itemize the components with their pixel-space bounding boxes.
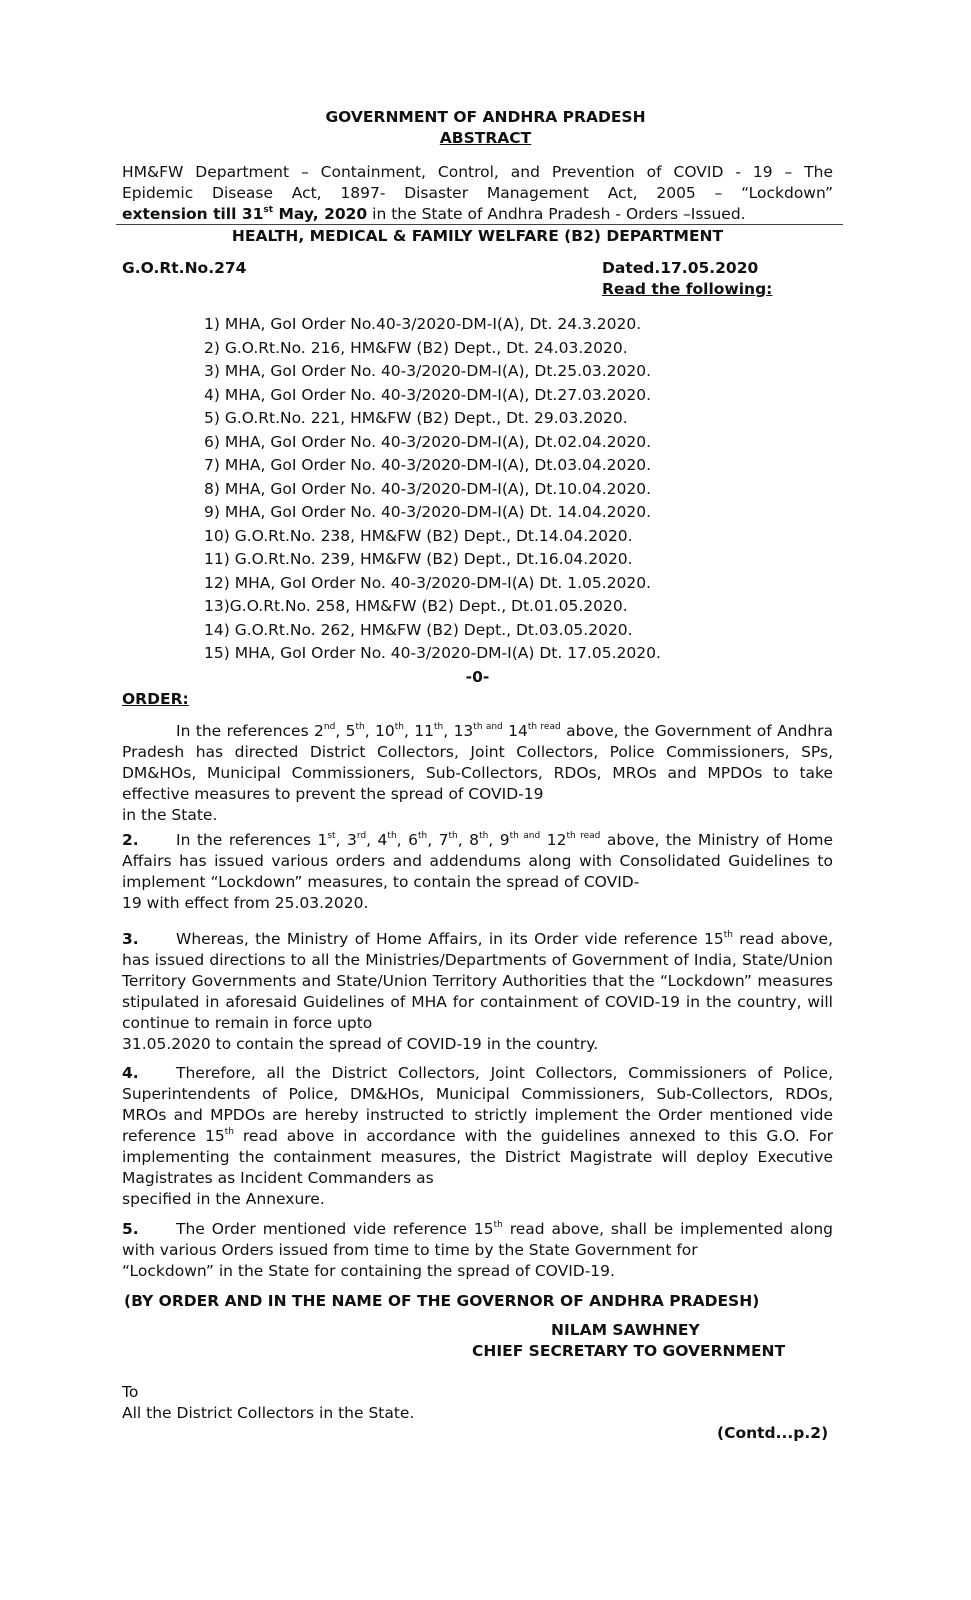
paragraph-3	[122, 929, 833, 1055]
reference-item: 4) MHA, GoI Order No. 40-3/2020-DM-I(A), Dt.27.03.2020.	[204, 385, 652, 404]
separator: -0-	[465, 668, 490, 686]
abstract-title: ABSTRACT	[439, 129, 532, 147]
paragraph-2	[122, 830, 833, 914]
p5-text: The Order mentioned vide reference 15	[176, 1220, 494, 1238]
reference-item: 12) MHA, GoI Order No. 40-3/2020-DM-I(A) Dt. 1.05.2020.	[204, 573, 652, 592]
p1-text: , 10	[364, 722, 395, 740]
sup: th	[417, 831, 428, 841]
p1-text: , 5	[335, 722, 356, 740]
reference-item: 3) MHA, GoI Order No. 40-3/2020-DM-I(A), Dt.25.03.2020.	[204, 362, 652, 380]
p2-text: , 8	[457, 831, 480, 849]
order-heading: ORDER:	[122, 690, 189, 708]
p4-last-line: specified in the Annexure.	[122, 1190, 325, 1208]
department-heading	[0, 227, 955, 245]
sup: st	[327, 831, 336, 841]
p3-text: read above, has issued directions to all the Ministries/Departments of Government of India, State/Union Territory Governments and State/Union Territory Authorities that the “Lockdown” measures stipulated in aforesaid Guidelines of MHA for containment of COVID-19 in the country, will continue to remain in force upto	[122, 930, 833, 1032]
signatory-name: NILAM SAWHNEY	[551, 1321, 700, 1339]
reference-item: 2) G.O.Rt.No. 216, HM&FW (B2) Dept., Dt. 24.03.2020.	[204, 338, 628, 357]
sup: th	[493, 1220, 503, 1230]
p3-text: Whereas, the Ministry of Home Affairs, in its Order vide reference 15	[176, 930, 724, 948]
sup: th	[355, 722, 365, 732]
paragraph-number: 5.	[122, 1220, 139, 1238]
government-heading	[0, 108, 971, 126]
p1-text: above, the Government of Andhra Pradesh has directed District Collectors, Joint Collectors, Police Commissioners, SPs, DM&HOs, Municipal Commissioners, Sub-Collectors, RDOs, MROs and MPDOs to take effective measures to prevent the spread of COVID-19	[122, 722, 834, 803]
sup: th	[434, 722, 444, 732]
p4-text: read above in accordance with the guidelines annexed to this G.O. For implementing the containment measures, the District Magistrate will deploy Executive Magistrates as Incident Commanders as	[122, 1127, 833, 1187]
reference-item: 9) MHA, GoI Order No. 40-3/2020-DM-I(A) Dt. 14.04.2020.	[204, 503, 652, 521]
go-number: G.O.Rt.No.274	[122, 259, 247, 277]
p2-last-line: 19 with effect from 25.03.2020.	[122, 894, 369, 912]
signatory-title: CHIEF SECRETARY TO GOVERNMENT	[472, 1342, 786, 1360]
to-label: To	[122, 1383, 139, 1401]
reference-item: 13)G.O.Rt.No. 258, HM&FW (B2) Dept., Dt.01.05.2020.	[204, 597, 628, 615]
subject-bold-part-2: May, 2020	[273, 205, 368, 223]
reference-item: 14) G.O.Rt.No. 262, HM&FW (B2) Dept., Dt.03.05.2020.	[204, 620, 633, 639]
p2-text: In the references 1	[176, 831, 328, 849]
p2-text: , 6	[396, 831, 418, 849]
subject-line-1: HM&FW Department – Containment, Control, and Prevention of COVID - 19 – The	[122, 163, 833, 181]
reference-item: 1) MHA, GoI Order No.40-3/2020-DM-I(A), Dt. 24.3.2020.	[204, 315, 642, 333]
subject-line-3	[122, 204, 833, 225]
sup: th	[479, 831, 489, 841]
department-title: HEALTH, MEDICAL & FAMILY WELFARE (B2) DEPARTMENT	[231, 227, 724, 245]
sup: th read	[527, 722, 561, 732]
subject-bold-part: extension till 31	[122, 205, 264, 223]
continued-marker: (Contd...p.2)	[717, 1424, 829, 1442]
reference-list	[204, 313, 661, 666]
reference-item: 5) G.O.Rt.No. 221, HM&FW (B2) Dept., Dt. 29.03.2020.	[204, 409, 628, 427]
reference-item: 11) G.O.Rt.No. 239, HM&FW (B2) Dept., Dt.16.04.2020.	[204, 550, 633, 568]
reference-item: 7) MHA, GoI Order No. 40-3/2020-DM-I(A), Dt.03.04.2020.	[204, 456, 652, 474]
p3-last-line: 31.05.2020 to contain the spread of COVID-19 in the country.	[122, 1035, 599, 1053]
reference-item: 6) MHA, GoI Order No. 40-3/2020-DM-I(A), Dt.02.04.2020.	[204, 432, 652, 451]
subject-divider	[116, 224, 843, 225]
government-title: GOVERNMENT OF ANDHRA PRADESH	[325, 108, 646, 126]
sup: th	[394, 722, 404, 732]
sup: th	[723, 930, 733, 940]
sup: th	[448, 831, 458, 841]
sup: th and	[473, 722, 503, 732]
sup: th read	[566, 831, 601, 841]
paragraph-number: 2.	[122, 831, 139, 849]
by-order-line: (BY ORDER AND IN THE NAME OF THE GOVERNOR OF ANDHRA PRADESH)	[124, 1292, 760, 1310]
sup: rd	[356, 831, 367, 841]
sup: th and	[509, 831, 541, 841]
dated: Dated.17.05.2020	[602, 259, 759, 277]
paragraph-number: 3.	[122, 930, 139, 948]
subject-line-2: Epidemic Disease Act, 1897- Disaster Management Act, 2005 – “Lockdown”	[122, 184, 833, 202]
sup: th	[224, 1127, 234, 1137]
reference-item: 10) G.O.Rt.No. 238, HM&FW (B2) Dept., Dt.14.04.2020.	[204, 526, 633, 545]
to-recipients: All the District Collectors in the State.	[122, 1404, 415, 1422]
p2-text: above, the Ministry of Home Affairs has issued various orders and addendums along with Consolidated Guidelines to implement “Lockdown” measures, to contain the spread of COVID-	[122, 831, 834, 891]
sup: nd	[323, 722, 336, 732]
p2-text: 12	[540, 831, 567, 849]
p2-text: , 4	[366, 831, 388, 849]
p1-text: , 11	[404, 722, 435, 740]
abstract-heading	[0, 129, 971, 147]
p2-text: , 7	[427, 831, 449, 849]
subject-sup: st	[263, 205, 274, 215]
p2-text: , 9	[488, 831, 510, 849]
paragraph-number: 4.	[122, 1064, 139, 1082]
subject-rest: in the State of Andhra Pradesh - Orders –Issued.	[367, 205, 746, 223]
p1-last-line: in the State.	[122, 806, 218, 824]
p1-text: , 13	[443, 722, 474, 740]
paragraph-4	[122, 1063, 833, 1210]
p4-text: Therefore, all the District Collectors, Joint Collectors, Commissioners of Police, Superintendents of Police, DM&HOs, Municipal Commissioners, Sub-Collectors, RDOs, MROs and MPDOs are hereby instructed to strictly implement the Order mentioned vide reference 15	[122, 1064, 833, 1145]
p5-last-line: “Lockdown” in the State for containing the spread of COVID-19.	[122, 1262, 615, 1280]
p5-text: read above, shall be implemented along with various Orders issued from time to time by the State Government for	[122, 1220, 834, 1259]
p1-text: In the references 2	[176, 722, 324, 740]
sup: th	[387, 831, 397, 841]
read-the-following: Read the following:	[602, 280, 773, 298]
subject-block	[122, 162, 833, 225]
paragraph-5	[122, 1219, 833, 1282]
p2-text: , 3	[335, 831, 357, 849]
paragraph-1	[122, 721, 833, 826]
p1-text: 14	[502, 722, 528, 740]
reference-item: 15) MHA, GoI Order No. 40-3/2020-DM-I(A) Dt. 17.05.2020.	[204, 644, 661, 662]
reference-item: 8) MHA, GoI Order No. 40-3/2020-DM-I(A), Dt.10.04.2020.	[204, 479, 652, 498]
